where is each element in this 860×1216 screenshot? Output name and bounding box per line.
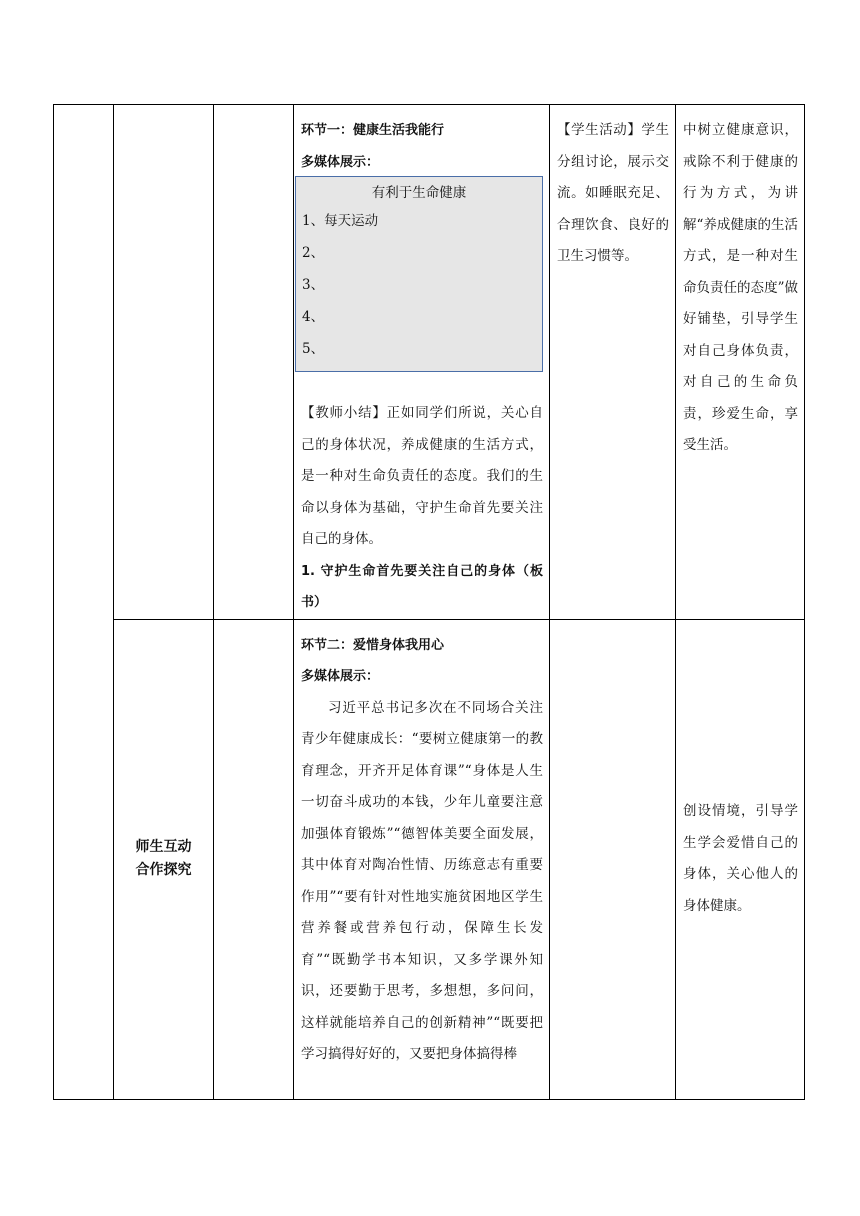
section-title: 环节一：健康生活我能行: [301, 123, 445, 138]
section-title: 环节二：爱惜身体我用心: [301, 637, 445, 653]
stage-cell-empty: [114, 105, 214, 620]
stage-cell: [114, 619, 214, 1099]
empty-cell: [214, 619, 294, 1099]
multimedia-box: [295, 176, 543, 372]
table-row: [54, 619, 805, 1099]
box-title: 有利于生命健康: [371, 185, 467, 201]
lesson-plan-table: [53, 104, 805, 1100]
student-activity-cell: [550, 105, 676, 620]
list-item: 4、: [302, 309, 325, 325]
board-note: 1. 守护生命首先要关注自己的身体（板书）: [301, 563, 543, 610]
stage-label-line1: 师生互动: [135, 839, 192, 855]
design-intent-cell: [676, 619, 805, 1099]
list-item: 3、: [302, 277, 325, 293]
student-activity-cell: [550, 619, 676, 1099]
teacher-summary: 【教师小结】正如同学们所说，关心自己的身体状况，养成健康的生活方式，是一种对生命负责任的态度。我们的生命以身体为基础，守护生命首先要关注自己的身体。: [301, 405, 543, 547]
design-intent: 创设情境，引导学生学会爱惜自己的身体，关心他人的身体健康。: [683, 803, 798, 914]
list-item: 5、: [302, 341, 325, 357]
empty-cell: [214, 105, 294, 620]
design-intent: 中树立健康意识，戒除不利于健康的行为方式，为讲解“养成健康的生活方式，是一种对生命负责任的态度”做好铺垫，引导学生对自己身体负责，对自己的生命负责，珍爱生命，享受生活。: [683, 122, 798, 453]
empty-cell: [54, 105, 114, 1100]
stage-label-line2: 合作探究: [135, 862, 192, 878]
list-item: 1、每天运动: [302, 213, 379, 229]
multimedia-label: 多媒体展示：: [301, 669, 380, 684]
teacher-activity-cell: [294, 105, 550, 620]
design-intent-cell: [676, 105, 805, 620]
student-activity: 【学生活动】学生分组讨论，展示交流。如睡眠充足、合理饮食、良好的卫生习惯等。: [557, 122, 669, 264]
table-row: [54, 105, 805, 620]
list-item: 2、: [302, 245, 325, 261]
multimedia-label: 多媒体展示：: [301, 154, 380, 170]
quote-text: 习近平总书记多次在不同场合关注青少年健康成长：“要树立健康第一的教育理念，开齐开足体育课”“身体是人生一切奋斗成功的本钱，少年儿童要注意加强体育锻炼”“德智体美要全面发展，其中体育对陶冶性情、历练意志有重要作用”“要有针对性地实施贫困地区学生营养餐或营养包行动，保障生长发育”“既勤学书本知识，又多学课外知识，还要勤于思考，多想想，多问问，这样就能培养自己的创新精神”“既要把学习搞得好好的，又要把身体搞得棒: [301, 699, 543, 1062]
teacher-activity-cell: [294, 619, 550, 1099]
